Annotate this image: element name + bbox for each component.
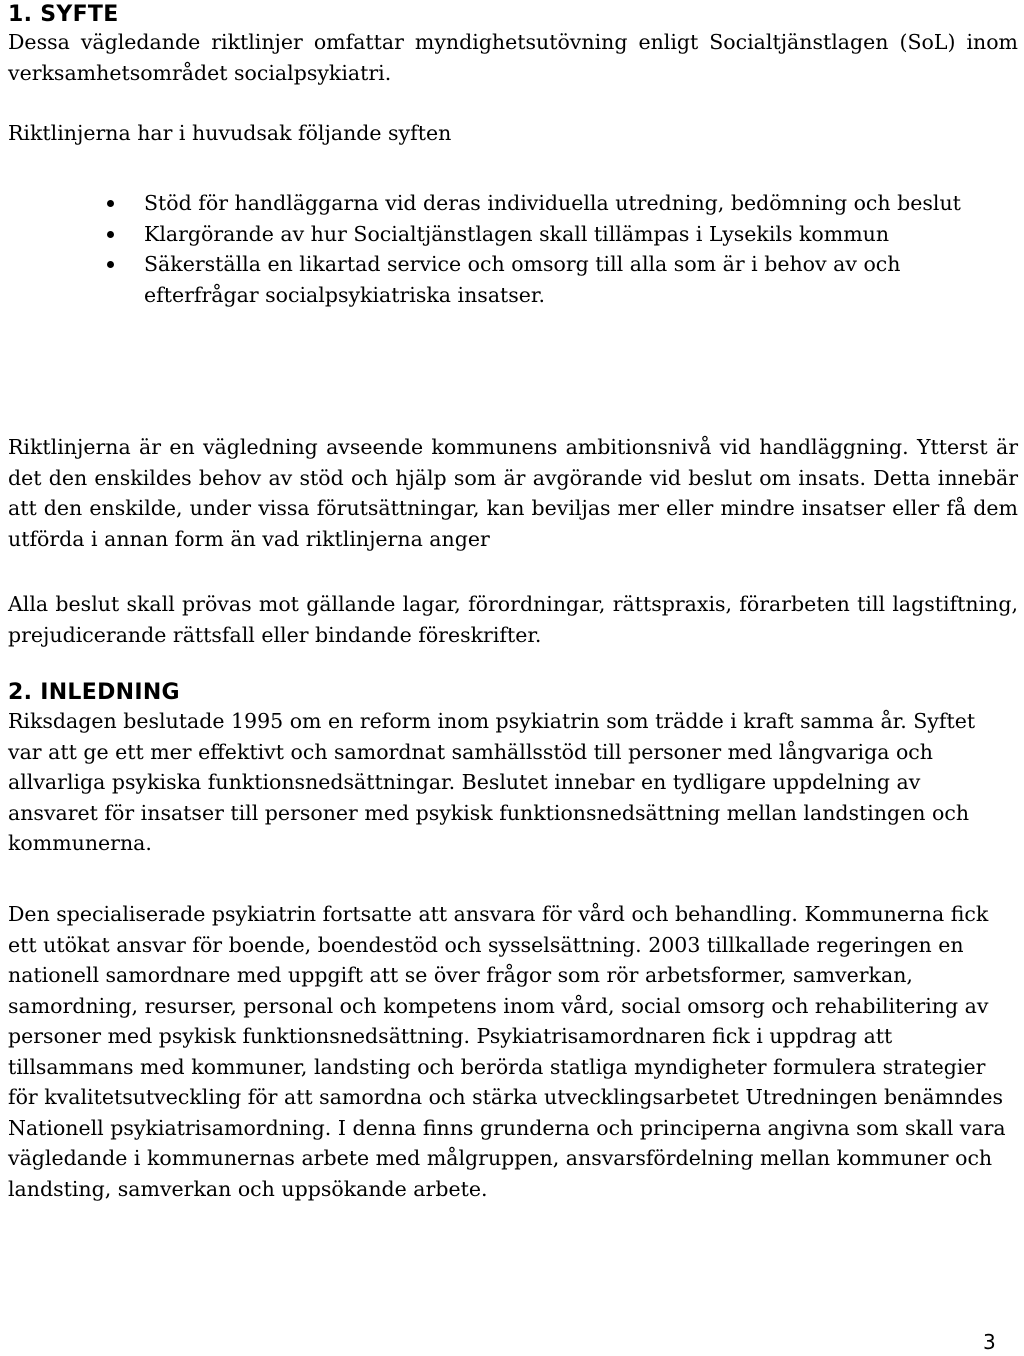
purposes-intro-paragraph: Riktlinjerna har i huvudsak följande syften [8,121,452,145]
reform-paragraph: Riksdagen beslutade 1995 om en reform inom psykiatrin som trädde i kraft samma år. Syftet var att ge ett mer effektivt och samordnat samhällsstöd till personer med långvariga och allvarliga psykiska funktionsnedsättningar. Beslutet innebar en tydligare uppdelning av ansvaret för insatser till personer med psykisk funktionsnedsättning mellan landstingen och kommunerna. [8,709,976,855]
list-item [104,219,1014,250]
list-item [104,188,1014,219]
guidance-paragraph: Riktlinjerna är en vägledning avseende kommunens ambitionsnivå vid handläggning. Ytterst är det den enskildes behov av stöd och hjälp som är avgörande vid beslut om insats. Detta innebär att den enskilde, under vissa förutsättningar, kan beviljas mer eller mindre insatser eller få dem utförda i annan form än vad riktlinjerna anger [8,435,1018,551]
bullet-text: Säkerställa en likartad service och omsorg till alla som är i behov av och efterfrågar socialpsykiatriska insatser. [144,252,901,307]
responsibilities-paragraph: Den specialiserade psykiatrin fortsatte att ansvara för vård och behandling. Kommunerna fick ett utökat ansvar för boende, boendestöd och sysselsättning. 2003 tillkallade regeringen en nationell samordnare med uppgift att se över frågor som rör arbetsformer, samverkan, samordning, resurser, personal och kompetens inom vård, social omsorg och rehabilitering av personer med psykisk funktionsnedsättning. Psykiatrisamordnaren fick i uppdrag att tillsammans med kommuner, landsting och berörda statliga myndigheter formulera strategier för kvalitetsutveckling för att samordna och stärka utvecklingsarbetet Utredningen benämndes Nationell psykiatrisamordning. I denna finns grunderna och principerna angivna som skall vara vägledande i kommunernas arbete med målgruppen, ansvarsfördelning mellan kommuner och landsting, samverkan och uppsökande arbete. [8,902,1006,1201]
list-item [104,249,934,310]
bullet-text: Klargörande av hur Socialtjänstlagen skall tillämpas i Lysekils kommun [144,221,890,246]
review-paragraph: Alla beslut skall prövas mot gällande lagar, förordningar, rättspraxis, förarbeten till lagstiftning, prejudicerande rättsfall eller bindande föreskrifter. [8,592,1018,647]
section-1-intro-paragraph: Dessa vägledande riktlinjer omfattar myndighetsutövning enligt Socialtjänstlagen (SoL) inom verksamhetsområdet socialpsykiatri. [8,30,1018,85]
section-1-heading: 1. SYFTE [8,2,119,27]
bullet-text: Stöd för handläggarna vid deras individuella utredning, bedömning och beslut [144,191,961,215]
section-2-heading: 2. INLEDNING [8,680,180,705]
page-number: 3 [983,1330,996,1354]
purposes-bullet-list [104,188,1014,310]
